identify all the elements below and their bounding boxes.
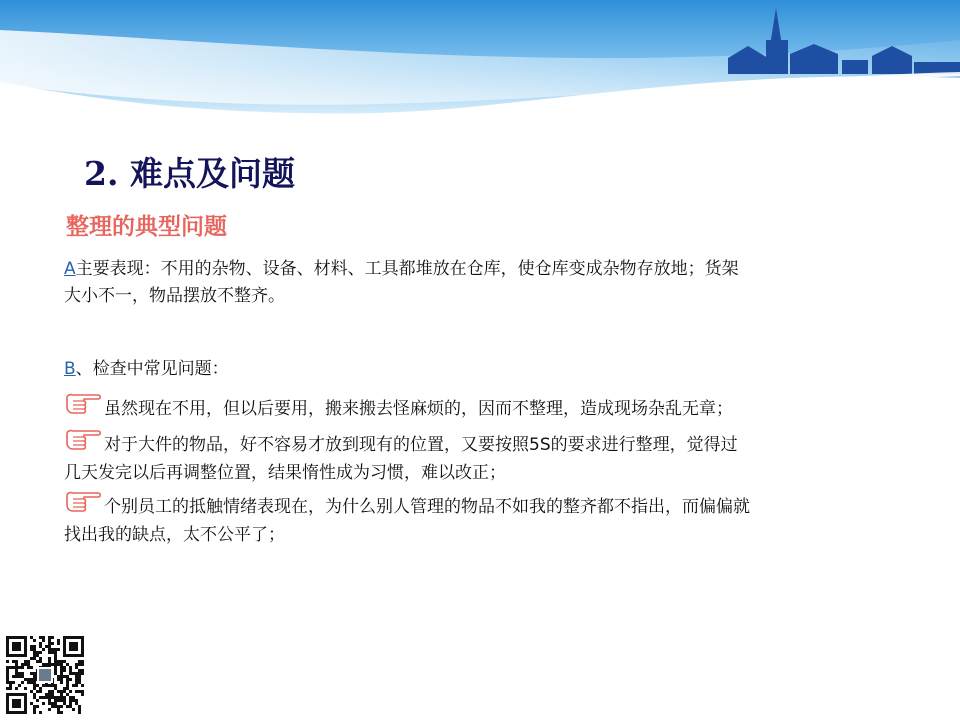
list-item [64,428,924,487]
slide-subtitle: 整理的典型问题 [66,213,227,240]
header-banner [0,0,960,140]
section-a [64,256,924,310]
list-item-line2: 找出我的缺点，太不公平了； [64,525,285,545]
list-item-line1: 个别员工的抵触情绪表现在，为什么别人管理的物品不如我的整齐都不指出，而偏偏就 [104,497,750,517]
list-item [64,392,924,423]
list-item-line2: 几天发完以后再调整位置，结果惰性成为习惯，难以改正； [64,463,506,483]
pointing-hand-icon [64,392,104,416]
section-a-line1: 主要表现：不用的杂物、设备、材料、工具都堆放在仓库，使仓库变成杂物存放地；货架 [75,259,739,279]
section-b-heading [64,356,229,383]
slide-title: 2. 难点及问题 [84,154,295,193]
pointing-hand-icon [64,490,104,514]
section-a-line2: 大小不一，物品摆放不整齐。 [64,286,285,306]
list-item-line1: 虽然现在不用，但以后要用，搬来搬去怪麻烦的，因而不整理，造成现场杂乱无章； [104,399,733,419]
section-a-marker: A [64,259,76,279]
list-item-line1: 对于大件的物品，好不容易才放到现有的位置，又要按照5S的要求进行整理，觉得过 [104,435,738,455]
section-b-marker: B [64,359,76,379]
pointing-hand-icon [64,428,104,452]
qr-code-icon [6,636,84,714]
section-b-heading-text: 、检查中常见问题： [75,359,229,379]
list-item [64,490,924,549]
